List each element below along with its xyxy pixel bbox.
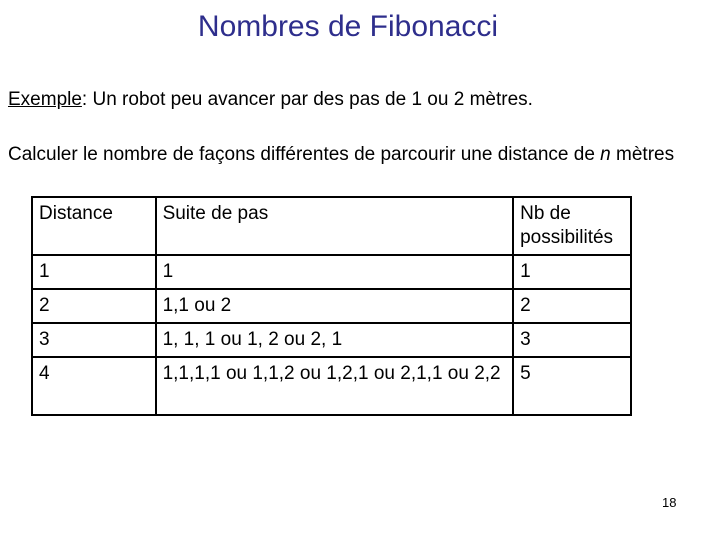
cell-steps: 1,1,1,1 ou 1,1,2 ou 1,2,1 ou 2,1,1 ou 2,2 — [156, 357, 514, 415]
cell-distance: 1 — [32, 255, 156, 289]
table-row — [32, 323, 631, 357]
header-distance: Distance — [32, 197, 156, 255]
header-possibilities: Nb de possibilités — [513, 197, 631, 255]
cell-possibilities: 5 — [513, 357, 631, 415]
table-header-row — [32, 197, 631, 255]
cell-steps: 1 — [156, 255, 514, 289]
question-line — [8, 144, 674, 166]
question-variable: n — [600, 144, 611, 165]
question-text-before: Calculer le nombre de façons différentes de parcourir une distance de — [8, 144, 601, 165]
table-row — [32, 255, 631, 289]
table-row — [32, 289, 631, 323]
cell-distance: 2 — [32, 289, 156, 323]
example-line — [8, 89, 533, 111]
example-text: : Un robot peu avancer par des pas de 1 ou 2 mètres. — [81, 89, 533, 110]
cell-steps: 1,1 ou 2 — [156, 289, 514, 323]
example-label: Exemple — [8, 89, 82, 110]
table-row — [32, 357, 631, 415]
cell-possibilities: 1 — [513, 255, 631, 289]
cell-possibilities: 3 — [513, 323, 631, 357]
cell-distance: 4 — [32, 357, 156, 415]
steps-table — [31, 196, 632, 416]
question-text-after: mètres — [610, 144, 675, 165]
cell-possibilities: 2 — [513, 289, 631, 323]
header-steps: Suite de pas — [156, 197, 514, 255]
cell-steps: 1, 1, 1 ou 1, 2 ou 2, 1 — [156, 323, 514, 357]
page-number: 18 — [662, 495, 677, 510]
cell-distance: 3 — [32, 323, 156, 357]
slide-title: Nombres de Fibonacci — [197, 10, 499, 43]
